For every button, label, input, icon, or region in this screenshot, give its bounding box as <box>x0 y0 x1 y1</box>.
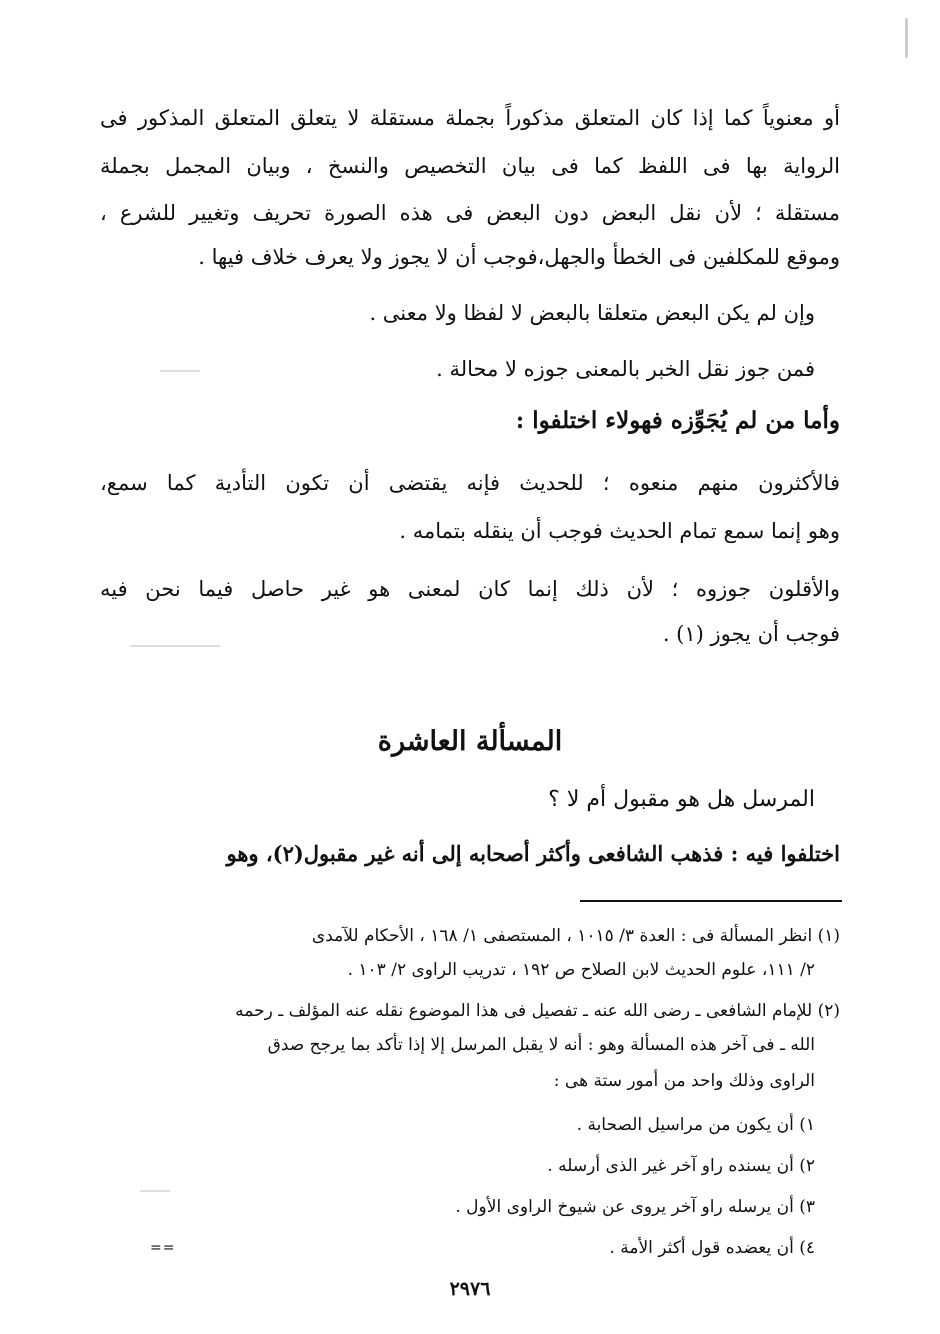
body-line: والأقلون جوزوه ؛ لأن ذلك إنما كان لمعنى هو غير حاصل فيما نحن فيه <box>100 577 840 601</box>
continuation-mark: == <box>150 1240 176 1256</box>
footnote-line: الله ـ فى آخر هذه المسألة وهو : أنه لا يقبل المرسل إلا إذا تأكد بما يرجح صدق <box>267 1035 815 1055</box>
section-opening: اختلفوا فيه : فذهب الشافعى وأكثر أصحابه إلى أنه غير مقبول(٢)، وهو <box>226 841 840 866</box>
footnote-line: ٢/ ١١١، علوم الحديث لابن الصلاح ص ١٩٢ ، تدريب الراوى ٢/ ١٠٣ . <box>347 960 815 980</box>
body-line: مستقلة ؛ لأن نقل البعض دون البعض فى هذه الصورة تحريف وتغيير للشرع ، <box>100 201 840 225</box>
subheading-line: وأما من لم يُجَوِّزه فهولاء اختلفوا : <box>515 407 840 434</box>
scan-speck <box>140 1190 170 1192</box>
section-heading: المسألة العاشرة <box>377 726 563 757</box>
footnote-list-item: ٢) أن يسنده راو آخر غير الذى أرسله . <box>547 1156 815 1176</box>
footnote-list-item: ٤) أن يعضده قول أكثر الأمة . <box>609 1238 815 1258</box>
body-line: فالأكثرون منهم منعوه ؛ للحديث فإنه يقتضى أن تكون التأدية كما سمع، <box>100 471 840 495</box>
body-line: وموقع للمكلفين فى الخطأ والجهل،فوجب أن لا يجوز ولا يعرف خلاف فيها . <box>198 245 840 269</box>
section-question: المرسل هل هو مقبول أم لا ؟ <box>548 787 815 812</box>
body-line: أو معنوياً كما إذا كان المتعلق مذكوراً بجملة مستقلة لا يتعلق المتعلق المذكور فى <box>100 106 840 130</box>
body-line: وإن لم يكن البعض متعلقا بالبعض لا لفظا ولا معنى . <box>369 301 815 325</box>
footnote-line: الراوى وذلك واحد من أمور ستة هى : <box>553 1071 815 1091</box>
scan-speck <box>160 370 200 372</box>
body-line: الرواية بها فى اللفظ كما فى بيان التخصيص والنسخ ، وبيان المجمل بجملة <box>100 154 840 178</box>
footnote-list-item: ٣) أن يرسله راو آخر يروى عن شيوخ الراوى الأول . <box>455 1197 815 1217</box>
body-line: فمن جوز نقل الخبر بالمعنى جوزه لا محالة . <box>436 357 815 381</box>
scan-speck <box>905 18 908 58</box>
body-line: فوجب أن يجوز (١) . <box>662 622 840 646</box>
footnote-separator <box>580 900 842 902</box>
scan-speck <box>130 645 220 647</box>
footnote-list-item: ١) أن يكون من مراسيل الصحابة . <box>576 1115 815 1135</box>
footnote-line: (١) انظر المسألة فى : العدة ٣/ ١٠١٥ ، المستصفى ١/ ١٦٨ ، الأحكام للآمدى <box>311 926 840 946</box>
page-number: ٢٩٧٦ <box>449 1278 491 1300</box>
footnote-line: (٢) للإمام الشافعى ـ رضى الله عنه ـ تفصيل فى هذا الموضوع نقله عنه المؤلف ـ رحمه <box>235 1001 840 1021</box>
body-line: وهو إنما سمع تمام الحديث فوجب أن ينقله بتمامه . <box>399 519 840 543</box>
